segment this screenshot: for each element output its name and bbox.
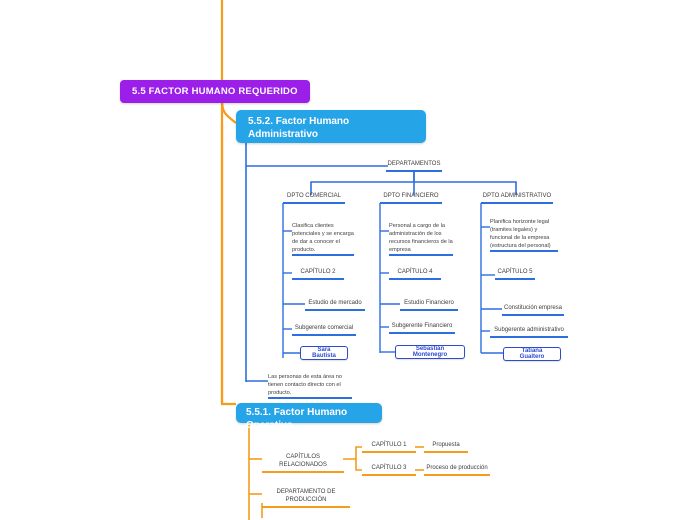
chapter-comercial-label: CAPÍTULO 2	[292, 268, 344, 280]
role-comercial-label: Subgerente comercial	[292, 324, 356, 336]
department-name-financiero: DPTO FINANCIERO	[380, 192, 442, 204]
related-chapter-2-topic-label: Proceso de producción	[424, 464, 490, 476]
department-name-administrativo: DPTO ADMINISTRATIVO	[481, 192, 553, 204]
chapter-comercial[interactable]	[292, 268, 344, 280]
study-comercial[interactable]	[305, 299, 365, 311]
branch-head-label-administrativo: 5.5.2. Factor Humano Administrativo	[248, 116, 350, 140]
root-node-factor-humano-requerido[interactable]	[120, 80, 310, 103]
branch-head-factor-humano-administrativo[interactable]	[236, 110, 426, 143]
chapter-administrativo[interactable]	[495, 268, 535, 280]
study-financiero[interactable]	[400, 299, 458, 311]
related-chapter-1-label: CAPÍTULO 1	[362, 441, 416, 453]
related-chapter-1-topic[interactable]	[424, 441, 468, 453]
related-chapter-2-topic[interactable]	[424, 464, 490, 476]
role-administrativo[interactable]	[490, 326, 568, 338]
footnote-administrativo	[268, 373, 352, 399]
department-dpto-financiero[interactable]	[380, 192, 442, 204]
study-administrativo-label: Constitución empresa	[502, 304, 564, 316]
department-description-financiero-text: Personal a cargo de la administración de los recursos financieros de la empresa	[389, 222, 453, 256]
related-chapters-label-text: CAPÍTULOS RELACIONADOS	[262, 453, 344, 473]
person-administrativo-label: Tatiana Gualtero	[519, 348, 545, 360]
role-comercial[interactable]	[292, 324, 356, 336]
person-financiero-label: Sebastián Montenegro	[412, 346, 448, 358]
study-comercial-label: Estudio de mercado	[305, 299, 365, 311]
role-financiero[interactable]	[389, 322, 455, 334]
branch-head-label-operativo: 5.5.1. Factor Humano Operativo	[246, 407, 348, 431]
study-administrativo[interactable]	[502, 304, 564, 316]
related-chapter-1-topic-label: Propuesta	[424, 441, 468, 453]
related-chapter-2-label: CAPÍTULO 3	[362, 464, 416, 476]
department-description-administrativo-text: Planifica horizonte legal (tramites legales) y funcional de la empresa (estructura del personal)	[490, 218, 558, 252]
production-department-label: DEPARTAMENTO DE PRODUCCIÓN	[262, 488, 350, 508]
departamentos-header[interactable]	[386, 160, 442, 172]
department-dpto-administrativo[interactable]	[481, 192, 553, 204]
department-description-comercial-text: Clasifica clientes potenciales y se encarga de dar a conocer el producto.	[292, 222, 354, 256]
role-administrativo-label: Subgerente administrativo	[490, 326, 568, 338]
root-node-label: 5.5 FACTOR HUMANO REQUERIDO	[132, 86, 298, 97]
department-description-administrativo	[490, 218, 558, 252]
departamentos-header-label: DEPARTAMENTOS	[386, 160, 442, 172]
chapter-administrativo-label: CAPÍTULO 5	[495, 268, 535, 280]
footnote-administrativo-text: Las personas de esta área no tienen contacto directo con el producto.	[268, 373, 352, 399]
production-department[interactable]	[262, 488, 350, 508]
department-name-comercial: DPTO COMERCIAL	[283, 192, 345, 204]
department-description-comercial	[292, 222, 354, 256]
person-comercial-label: Sara Bautista	[312, 347, 336, 359]
role-financiero-label: Subgerente Financiero	[389, 322, 455, 334]
person-pill-tatiana-gualtero[interactable]	[503, 347, 561, 361]
chapter-financiero[interactable]	[389, 268, 441, 280]
related-chapter-2[interactable]	[362, 464, 416, 476]
related-chapter-1[interactable]	[362, 441, 416, 453]
department-description-financiero	[389, 222, 453, 256]
related-chapters-label[interactable]	[262, 453, 344, 473]
chapter-financiero-label: CAPÍTULO 4	[389, 268, 441, 280]
department-dpto-comercial[interactable]	[283, 192, 345, 204]
branch-head-factor-humano-operativo[interactable]	[236, 403, 382, 431]
study-financiero-label: Estudio Financiero	[400, 299, 458, 311]
person-pill-sara-bautista[interactable]	[300, 346, 348, 360]
person-pill-sebastian-montenegro[interactable]	[395, 345, 465, 359]
